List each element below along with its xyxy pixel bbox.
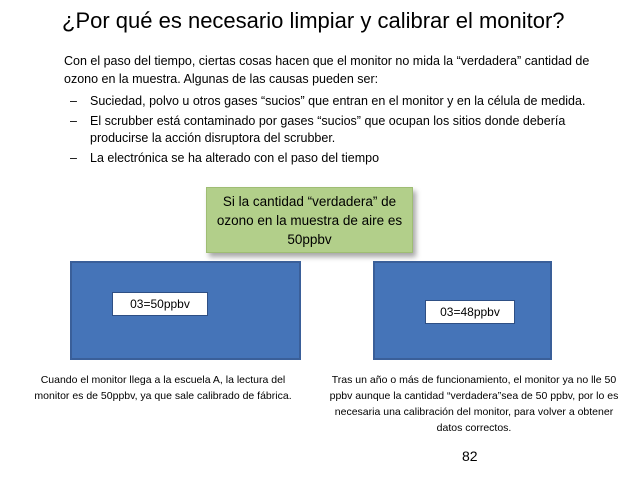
list-item [70,93,590,110]
bullet-text: El scrubber está contaminado por gases “sucios” que ocupan los sitios donde debería producirse la acción disruptora del scrubber. [90,114,566,145]
bullet-text: Suciedad, polvo u otros gases “sucios” que entran en el monitor y en la célula de medida. [90,94,586,108]
left-monitor-reading: 03=50ppbv [112,292,208,316]
list-item [70,113,590,147]
causes-list [70,93,590,170]
left-caption: Cuando el monitor llega a la escuela A, la lectura del monitor es de 50ppbv, ya que sale calibrado de fábrica. [34,374,292,402]
bullet-dash: – [70,94,77,108]
right-caption: Tras un año o más de funcionamiento, el monitor ya no lle 50 ppbv aunque la cantidad “verdadera”sea de 50 ppbv, por lo es necesaria una calibración del monitor, para volver a obtener datos correctos. [329,374,619,434]
true-ozone-callout [206,187,413,253]
slide-title: ¿Por qué es necesario limpiar y calibrar el monitor? [62,8,565,33]
list-item [70,150,590,167]
right-monitor-reading: 03=48ppbv [425,300,515,324]
callout-text: Si la cantidad “verdadera” de ozono en la muestra de aire es 50ppbv [216,193,403,247]
bullet-text: La electrónica se ha alterado con el paso del tiempo [90,151,380,165]
bullet-dash: – [70,114,77,128]
page-number: 82 [462,448,478,464]
bullet-dash: – [70,151,77,165]
intro-paragraph: Con el paso del tiempo, ciertas cosas hacen que el monitor no mida la “verdadera” cantidad de ozono en la muestra. Algunas de las causas pueden ser: [64,54,590,86]
